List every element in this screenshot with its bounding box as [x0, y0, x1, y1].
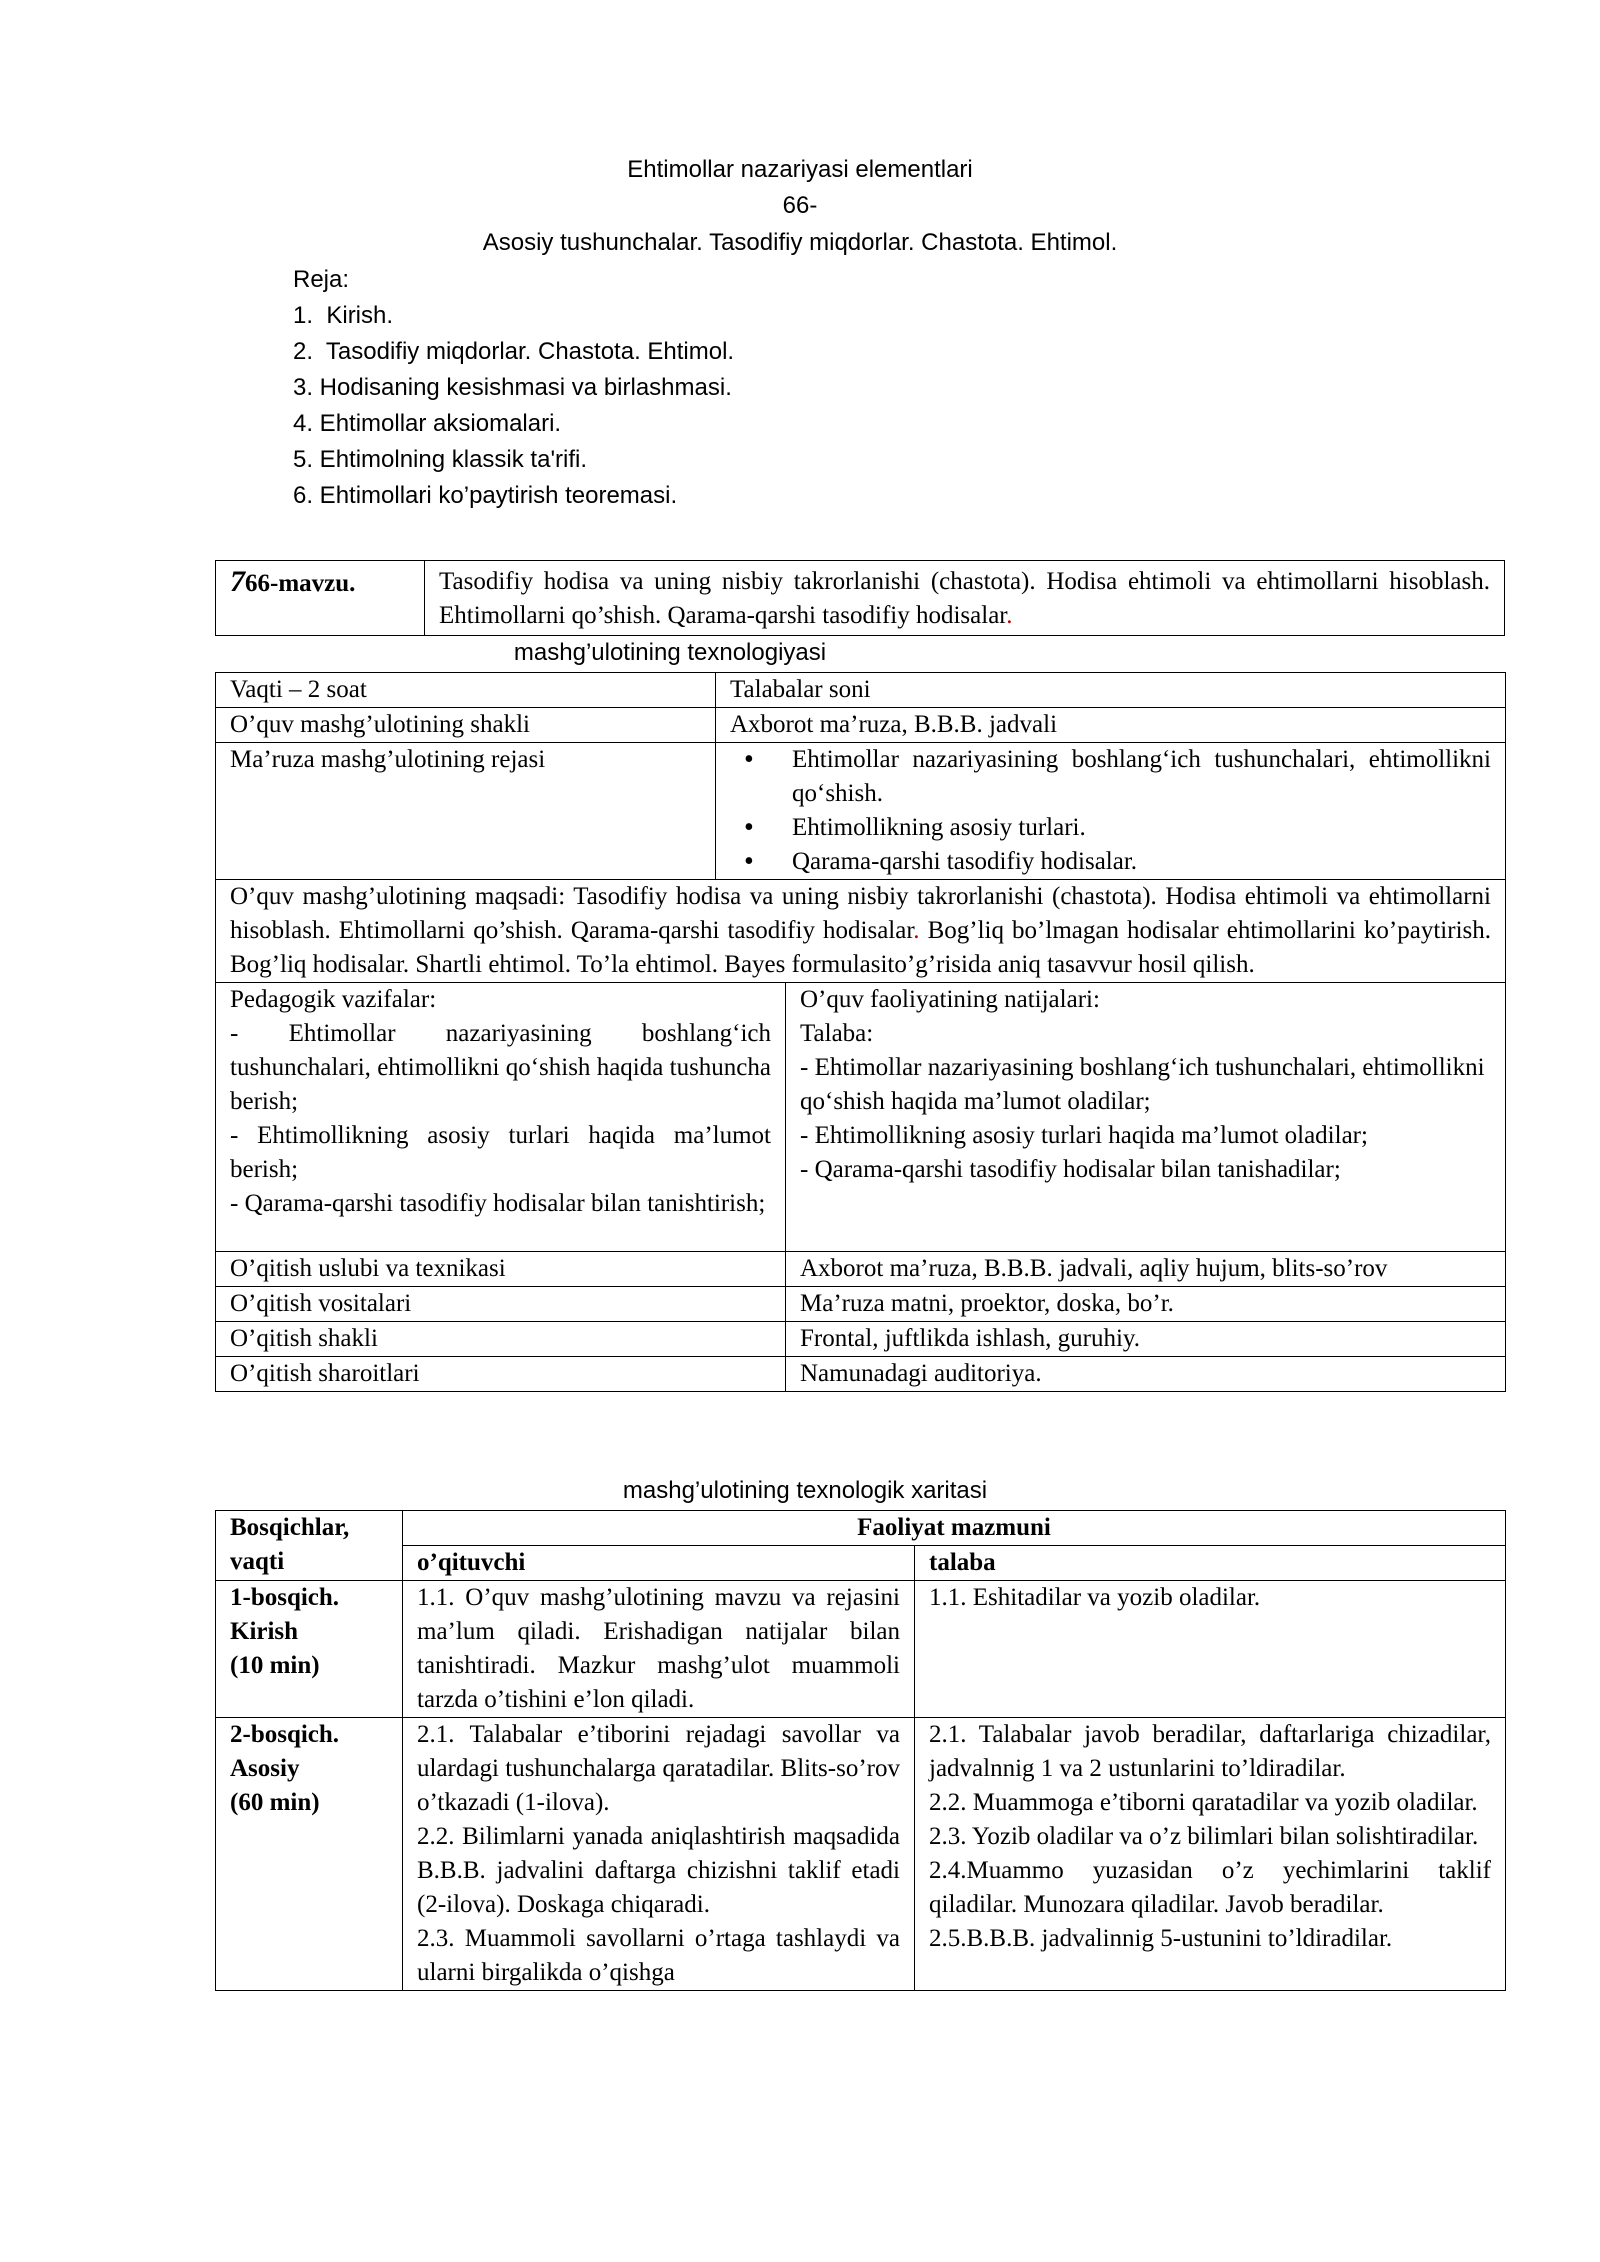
table-row — [216, 983, 1506, 1252]
document-subtitle: Asosiy tushunchalar. Tasodifiy miqdorlar. Chastota. Ehtimol. — [482, 229, 1118, 256]
conditions-value: Namunadagi auditoriya. — [786, 1357, 1506, 1392]
plan-item: 5. Ehtimolning klassik ta'rifi. — [293, 446, 588, 473]
shape-label: O’qitish shakli — [216, 1322, 786, 1357]
table-row — [216, 1546, 1506, 1581]
tools-label: O’qitish vositalari — [216, 1287, 786, 1322]
pedagogic-task: - Qarama-qarshi tasodifiy hodisalar bilan tanishtirish; — [230, 1190, 766, 1217]
results-cell — [786, 983, 1506, 1252]
student-step: 2.1. Talabalar javob beradilar, daftarlariga chizadilar, jadvalnnig 1 va 2 ustunlarini to’ldiradilar. — [929, 1721, 1491, 1782]
topic-number-big: 7 — [230, 565, 245, 598]
plan-list — [293, 262, 734, 514]
stage-line: (10 min) — [230, 1652, 320, 1679]
document-title: Ehtimollar nazariyasi elementlari — [627, 156, 973, 183]
lesson-number: 66- — [782, 192, 818, 219]
plan-items-cell — [716, 743, 1506, 880]
teacher-cell — [403, 1718, 915, 1991]
plan-item: 4. Ehtimollar aksiomalari. — [293, 410, 562, 437]
list-item: • Ehtimollikning asosiy turlari. — [792, 811, 1491, 845]
results-subtitle: Talaba: — [800, 1020, 874, 1047]
topic-table — [215, 560, 1505, 636]
student-step: 1.1. Eshitadilar va yozib oladilar. — [929, 1584, 1261, 1611]
shape-value: Frontal, juftlikda ishlash, guruhiy. — [786, 1322, 1506, 1357]
table-row — [216, 1252, 1506, 1287]
table-row — [216, 1322, 1506, 1357]
teacher-cell — [403, 1581, 915, 1718]
student-step: 2.2. Muammoga e’tiborni qaratadilar va yozib oladilar. — [929, 1789, 1478, 1816]
topic-text-end: . — [1006, 602, 1013, 629]
table-row — [216, 1718, 1506, 1991]
student-step: 2.3. Yozib oladilar va o’z bilimlari bilan solishtiradilar. — [929, 1823, 1479, 1850]
pedagogic-task: - Ehtimollar nazariyasining boshlang‘ich tushunchalari, ehtimollikni qo‘shish haqida tushuncha berish; — [230, 1020, 771, 1115]
stage-line: 1-bosqich. — [230, 1584, 340, 1611]
stage-cell — [216, 1718, 403, 1991]
topic-text-cell — [425, 561, 1505, 636]
stage-cell — [216, 1581, 403, 1718]
method-value: Axborot ma’ruza, B.B.B. jadvali, aqliy hujum, blits-so’rov — [786, 1252, 1506, 1287]
teacher-step: 2.2. Bilimlarni yanada aniqlashtirish maqsadida B.B.B. jadvalini daftarga chizishni taklif etadi (2-ilova). Doskaga chiqaradi. — [417, 1823, 900, 1918]
plan-item: 3. Hodisaning kesishmasi va birlashmasi. — [293, 374, 732, 401]
student-step: 2.4.Muammo yuzasidan o’z yechimlarini taklif qiladilar. Munozara qiladilar. Javob beradilar. — [929, 1857, 1491, 1918]
conditions-label: O’qitish sharoitlari — [216, 1357, 786, 1392]
pedagogic-tasks-cell — [216, 983, 786, 1252]
student-step: 2.5.B.B.B. jadvalinnig 5-ustunini to’ldiradilar. — [929, 1925, 1393, 1952]
student-cell — [915, 1581, 1506, 1718]
result-item: - Ehtimollar nazariyasining boshlang‘ich tushunchalari, ehtimollikni qo‘shish haqida ma’lumot oladilar; — [800, 1054, 1485, 1115]
method-label: O’qitish uslubi va texnikasi — [216, 1252, 786, 1287]
technology-table — [215, 672, 1506, 1392]
table-row — [216, 880, 1506, 983]
table-row — [216, 743, 1506, 880]
teacher-step: 2.3. Muammoli savollarni o’rtaga tashlaydi va ularni birgalikda o’qishga — [417, 1925, 900, 1986]
plan-item: 2. Tasodifiy miqdorlar. Chastota. Ehtimol. — [293, 338, 735, 365]
stage-line: Asosiy — [230, 1755, 300, 1782]
student-header: talaba — [915, 1546, 1506, 1581]
table-row — [216, 673, 1506, 708]
stage-line: (60 min) — [230, 1789, 320, 1816]
topic-number-cell — [216, 561, 425, 636]
tools-value: Ma’ruza matni, proektor, doska, bo’r. — [786, 1287, 1506, 1322]
plan-item: 1. Kirish. — [293, 302, 394, 329]
stage-header-line: vaqti — [230, 1548, 285, 1575]
students-label: Talabalar soni — [716, 673, 1506, 708]
topic-number: 66-mavzu. — [245, 570, 356, 597]
teacher-step: 1.1. O’quv mashg’ulotining mavzu va rejasini ma’lum qiladi. Erishadigan natijalar bilan tanishtiradi. Mazkur mashg’ulot muammoli tarzda o’tishini e’lon qiladi. — [417, 1584, 900, 1713]
table-row — [216, 1287, 1506, 1322]
technological-map-table — [215, 1510, 1506, 1991]
pedagogic-tasks-title: Pedagogik vazifalar: — [230, 986, 437, 1013]
time-label: Vaqti – 2 soat — [216, 673, 716, 708]
teacher-header: o’qituvchi — [403, 1546, 915, 1581]
goal-text: O’quv mashg’ulotining maqsadi: Tasodifiy hodisa va uning nisbiy takrorlanishi (chastota). Hodisa ehtimoli va ehtimollarni hisoblash. Ehtimollarni qo’shish. Qarama-qarshi tasodifiy hodisalar — [230, 883, 1491, 944]
stage-header — [216, 1511, 403, 1581]
teacher-step: 2.1. Talabalar e’tiborini rejadagi savollar va ulardagi tushunchalarga qaratadilar. Blits-so’rov o’tkazadi (1-ilova). — [417, 1721, 900, 1816]
form-label: O’quv mashg’ulotining shakli — [216, 708, 716, 743]
plan-item: 6. Ehtimollari ko’paytirish teoremasi. — [293, 482, 678, 509]
results-title: O’quv faoliyatining natijalari: — [800, 986, 1100, 1013]
goal-cell — [216, 880, 1506, 983]
table-row — [216, 1357, 1506, 1392]
goal-rest: Bog’liq bo’lmagan hodisalar ehtimollarini ko’paytirish. Bog’liq hodisalar. Shartli ehtimol. To’la ehtimol. Bayes formulasito’g’risida aniq tasavvur hosil qilish. — [230, 917, 1491, 978]
table-row — [216, 708, 1506, 743]
topic-text: Tasodifiy hodisa va uning nisbiy takrorlanishi (chastota). Hodisa ehtimoli va ehtimollarni hisoblash. Ehtimollarni qo’shish. Qarama-qarshi tasodifiy hodisalar — [439, 568, 1490, 629]
table-row — [216, 1581, 1506, 1718]
plan-label-cell: Ma’ruza mashg’ulotining rejasi — [216, 743, 716, 880]
stage-line: Kirish — [230, 1618, 299, 1645]
result-item: - Ehtimollikning asosiy turlari haqida ma’lumot oladilar; — [800, 1122, 1368, 1149]
goal-dot: . — [913, 917, 920, 944]
pedagogic-task: - Ehtimollikning asosiy turlari haqida ma’lumot berish; — [230, 1122, 771, 1183]
form-value: Axborot ma’ruza, B.B.B. jadvali — [716, 708, 1506, 743]
technology-caption: mashg’ulotining texnologiyasi — [513, 639, 827, 666]
table-row — [216, 1511, 1506, 1546]
map-caption: mashg’ulotining texnologik xaritasi — [622, 1477, 988, 1504]
content-header: Faoliyat mazmuni — [403, 1511, 1506, 1546]
stage-line: 2-bosqich. — [230, 1721, 340, 1748]
result-item: - Qarama-qarshi tasodifiy hodisalar bilan tanishadilar; — [800, 1156, 1341, 1183]
list-item: • Ehtimollar nazariyasining boshlang‘ich tushunchalari, ehtimollikni qo‘shish. — [792, 743, 1491, 811]
plan-label: Reja: — [293, 266, 350, 293]
list-item: • Qarama-qarshi tasodifiy hodisalar. — [792, 845, 1491, 879]
student-cell — [915, 1718, 1506, 1991]
stage-header-line: Bosqichlar, — [230, 1514, 350, 1541]
